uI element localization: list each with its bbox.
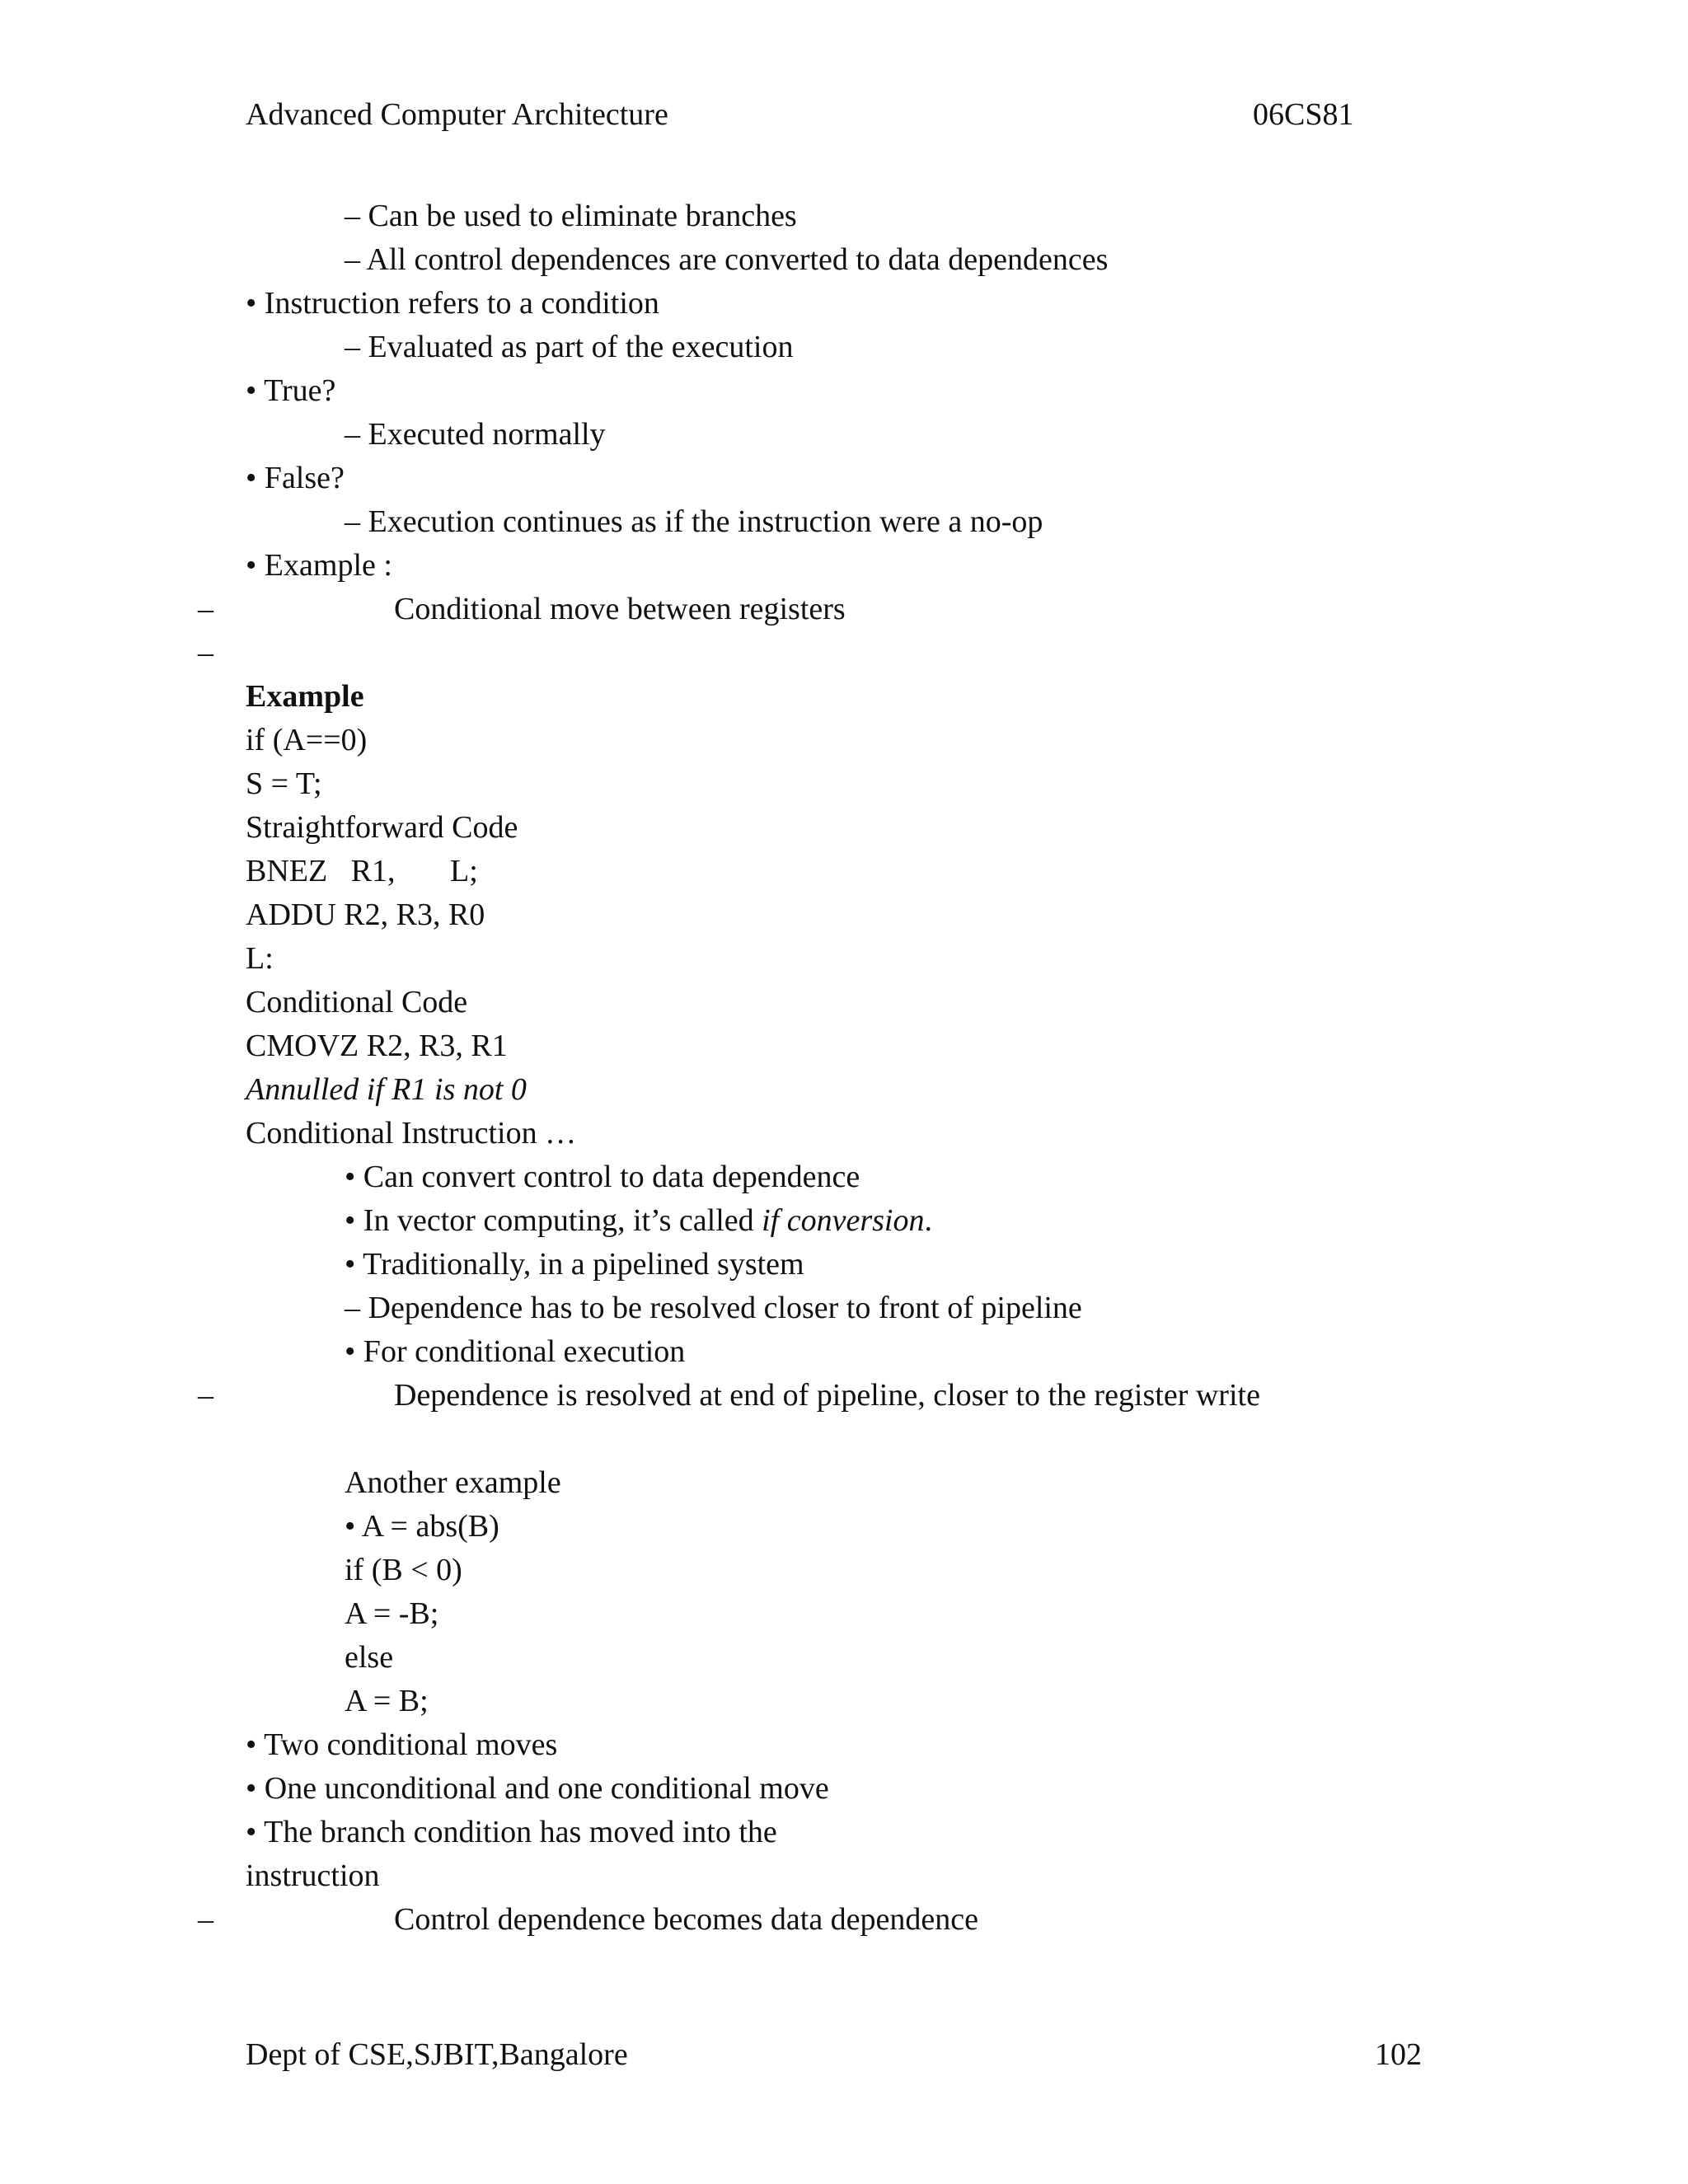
code-line: A = B;: [345, 1684, 429, 1718]
text-line: – All control dependences are converted to data dependences: [345, 242, 1109, 277]
text-line: Dependence is resolved at end of pipeline, closer to the register write: [394, 1378, 1260, 1413]
text-line: Conditional move between registers: [394, 592, 846, 626]
margin-dash: –: [198, 1902, 213, 1937]
text-line: – Can be used to eliminate branches: [345, 199, 797, 233]
page-number: 102: [1375, 2037, 1422, 2072]
bullet-item: • Example :: [246, 548, 392, 583]
bullet-item: • For conditional execution: [345, 1334, 686, 1369]
text-line: – Dependence has to be resolved closer to front of pipeline: [345, 1291, 1082, 1325]
text-line: Conditional Instruction …: [246, 1116, 577, 1151]
bullet-item: • False?: [246, 461, 345, 495]
bullet-item: • Can convert control to data dependence: [345, 1160, 860, 1194]
bullet-item: • True?: [246, 373, 336, 408]
bullet-item: • One unconditional and one conditional move: [246, 1771, 829, 1806]
code-line: else: [345, 1640, 394, 1675]
code-line: CMOVZ R2, R3, R1: [246, 1029, 508, 1063]
text-line: instruction: [246, 1858, 380, 1893]
text-line: Another example: [345, 1465, 561, 1500]
footer-department: Dept of CSE,SJBIT,Bangalore: [246, 2037, 628, 2072]
text-line: – Executed normally: [345, 417, 606, 452]
text-line: Straightforward Code: [246, 810, 518, 845]
bullet-item: [345, 1205, 932, 1236]
text-line: – Evaluated as part of the execution: [345, 330, 794, 364]
bullet-item: • Two conditional moves: [246, 1727, 558, 1762]
text-line: Conditional Code: [246, 985, 468, 1019]
annotation-line: Annulled if R1 is not 0: [246, 1072, 527, 1107]
code-line: ADDU R2, R3, R0: [246, 898, 485, 932]
code-line: A = -B;: [345, 1596, 439, 1631]
code-line: if (B < 0): [345, 1553, 462, 1587]
emphasis-term: if conversion: [762, 1203, 925, 1238]
code-line: if (A==0): [246, 723, 368, 757]
bullet-item: • Instruction refers to a condition: [246, 286, 659, 321]
margin-dash: –: [198, 635, 213, 670]
text-line: – Execution continues as if the instruction were a no-op: [345, 504, 1043, 539]
bullet-item: • A = abs(B): [345, 1509, 499, 1544]
text-segment: • In vector computing, it’s called: [345, 1203, 762, 1238]
code-line: L:: [246, 941, 274, 976]
header-title: Advanced Computer Architecture: [246, 97, 668, 132]
bullet-item: • The branch condition has moved into the: [246, 1815, 777, 1849]
bullet-item: • Traditionally, in a pipelined system: [345, 1247, 804, 1282]
margin-dash: –: [198, 592, 213, 626]
code-line: S = T;: [246, 766, 322, 801]
text-segment: .: [924, 1203, 932, 1238]
text-line: Control dependence becomes data dependence: [394, 1902, 979, 1937]
section-heading: Example: [246, 679, 364, 714]
header-course-code: 06CS81: [1253, 97, 1354, 132]
code-line: BNEZ R1, L;: [246, 854, 478, 888]
margin-dash: –: [198, 1378, 213, 1413]
